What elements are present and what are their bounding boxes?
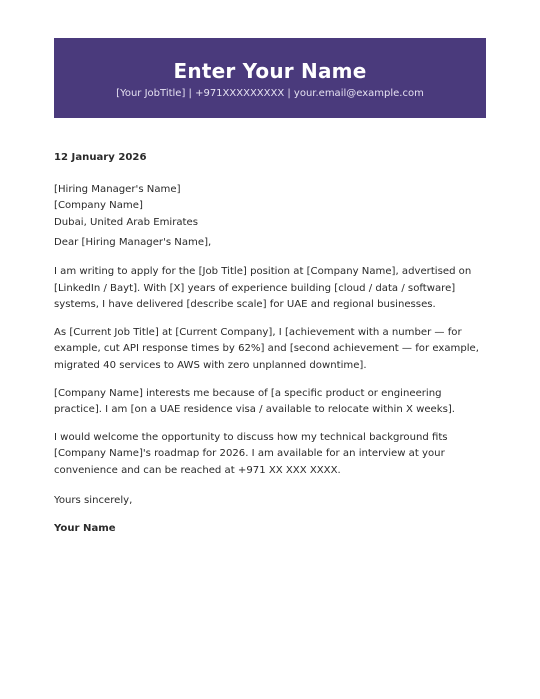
closing-phrase: Yours sincerely,	[54, 494, 133, 506]
salutation: Dear [Hiring Manager's Name],	[54, 237, 212, 249]
letter-date: 12 January 2026	[54, 152, 147, 163]
paragraph-closing: I would welcome the opportunity to discuss how my technical background fits [Company Name]'s roadmap for 2026. I am available for an interview at your convenience and can be reached at +971 XX XXX XXXX.	[54, 431, 448, 476]
recipient-address	[54, 182, 486, 232]
paragraph-intro: I am writing to apply for the [Job Title] position at [Company Name], advertised on [LinkedIn / Bayt]. With [X] years of experience building [cloud / data / software] systems, I have delivered [describe scale] for UAE and regional businesses.	[54, 265, 472, 311]
contact-line: [Your JobTitle] | +971XXXXXXXXX | your.email@example.com	[116, 88, 424, 99]
applicant-name: Enter Your Name	[173, 59, 367, 83]
recipient-name: [Hiring Manager's Name]	[54, 183, 181, 195]
header-banner	[54, 38, 486, 118]
recipient-location: Dubai, United Arab Emirates	[54, 216, 198, 228]
signature-name: Your Name	[54, 523, 116, 535]
paragraph-interest: [Company Name] interests me because of [a specific product or engineering practice]. I am [on a UAE residence visa / available to relocate within X weeks].	[54, 387, 456, 416]
recipient-company: [Company Name]	[54, 200, 143, 212]
paragraph-achievements: As [Current Job Title] at [Current Company], I [achievement with a number — for example, cut API response times by 62%] and [second achievement — for example, migrated 40 services to AWS with zero unplanned downtime].	[54, 326, 479, 371]
letter-body	[54, 150, 486, 538]
